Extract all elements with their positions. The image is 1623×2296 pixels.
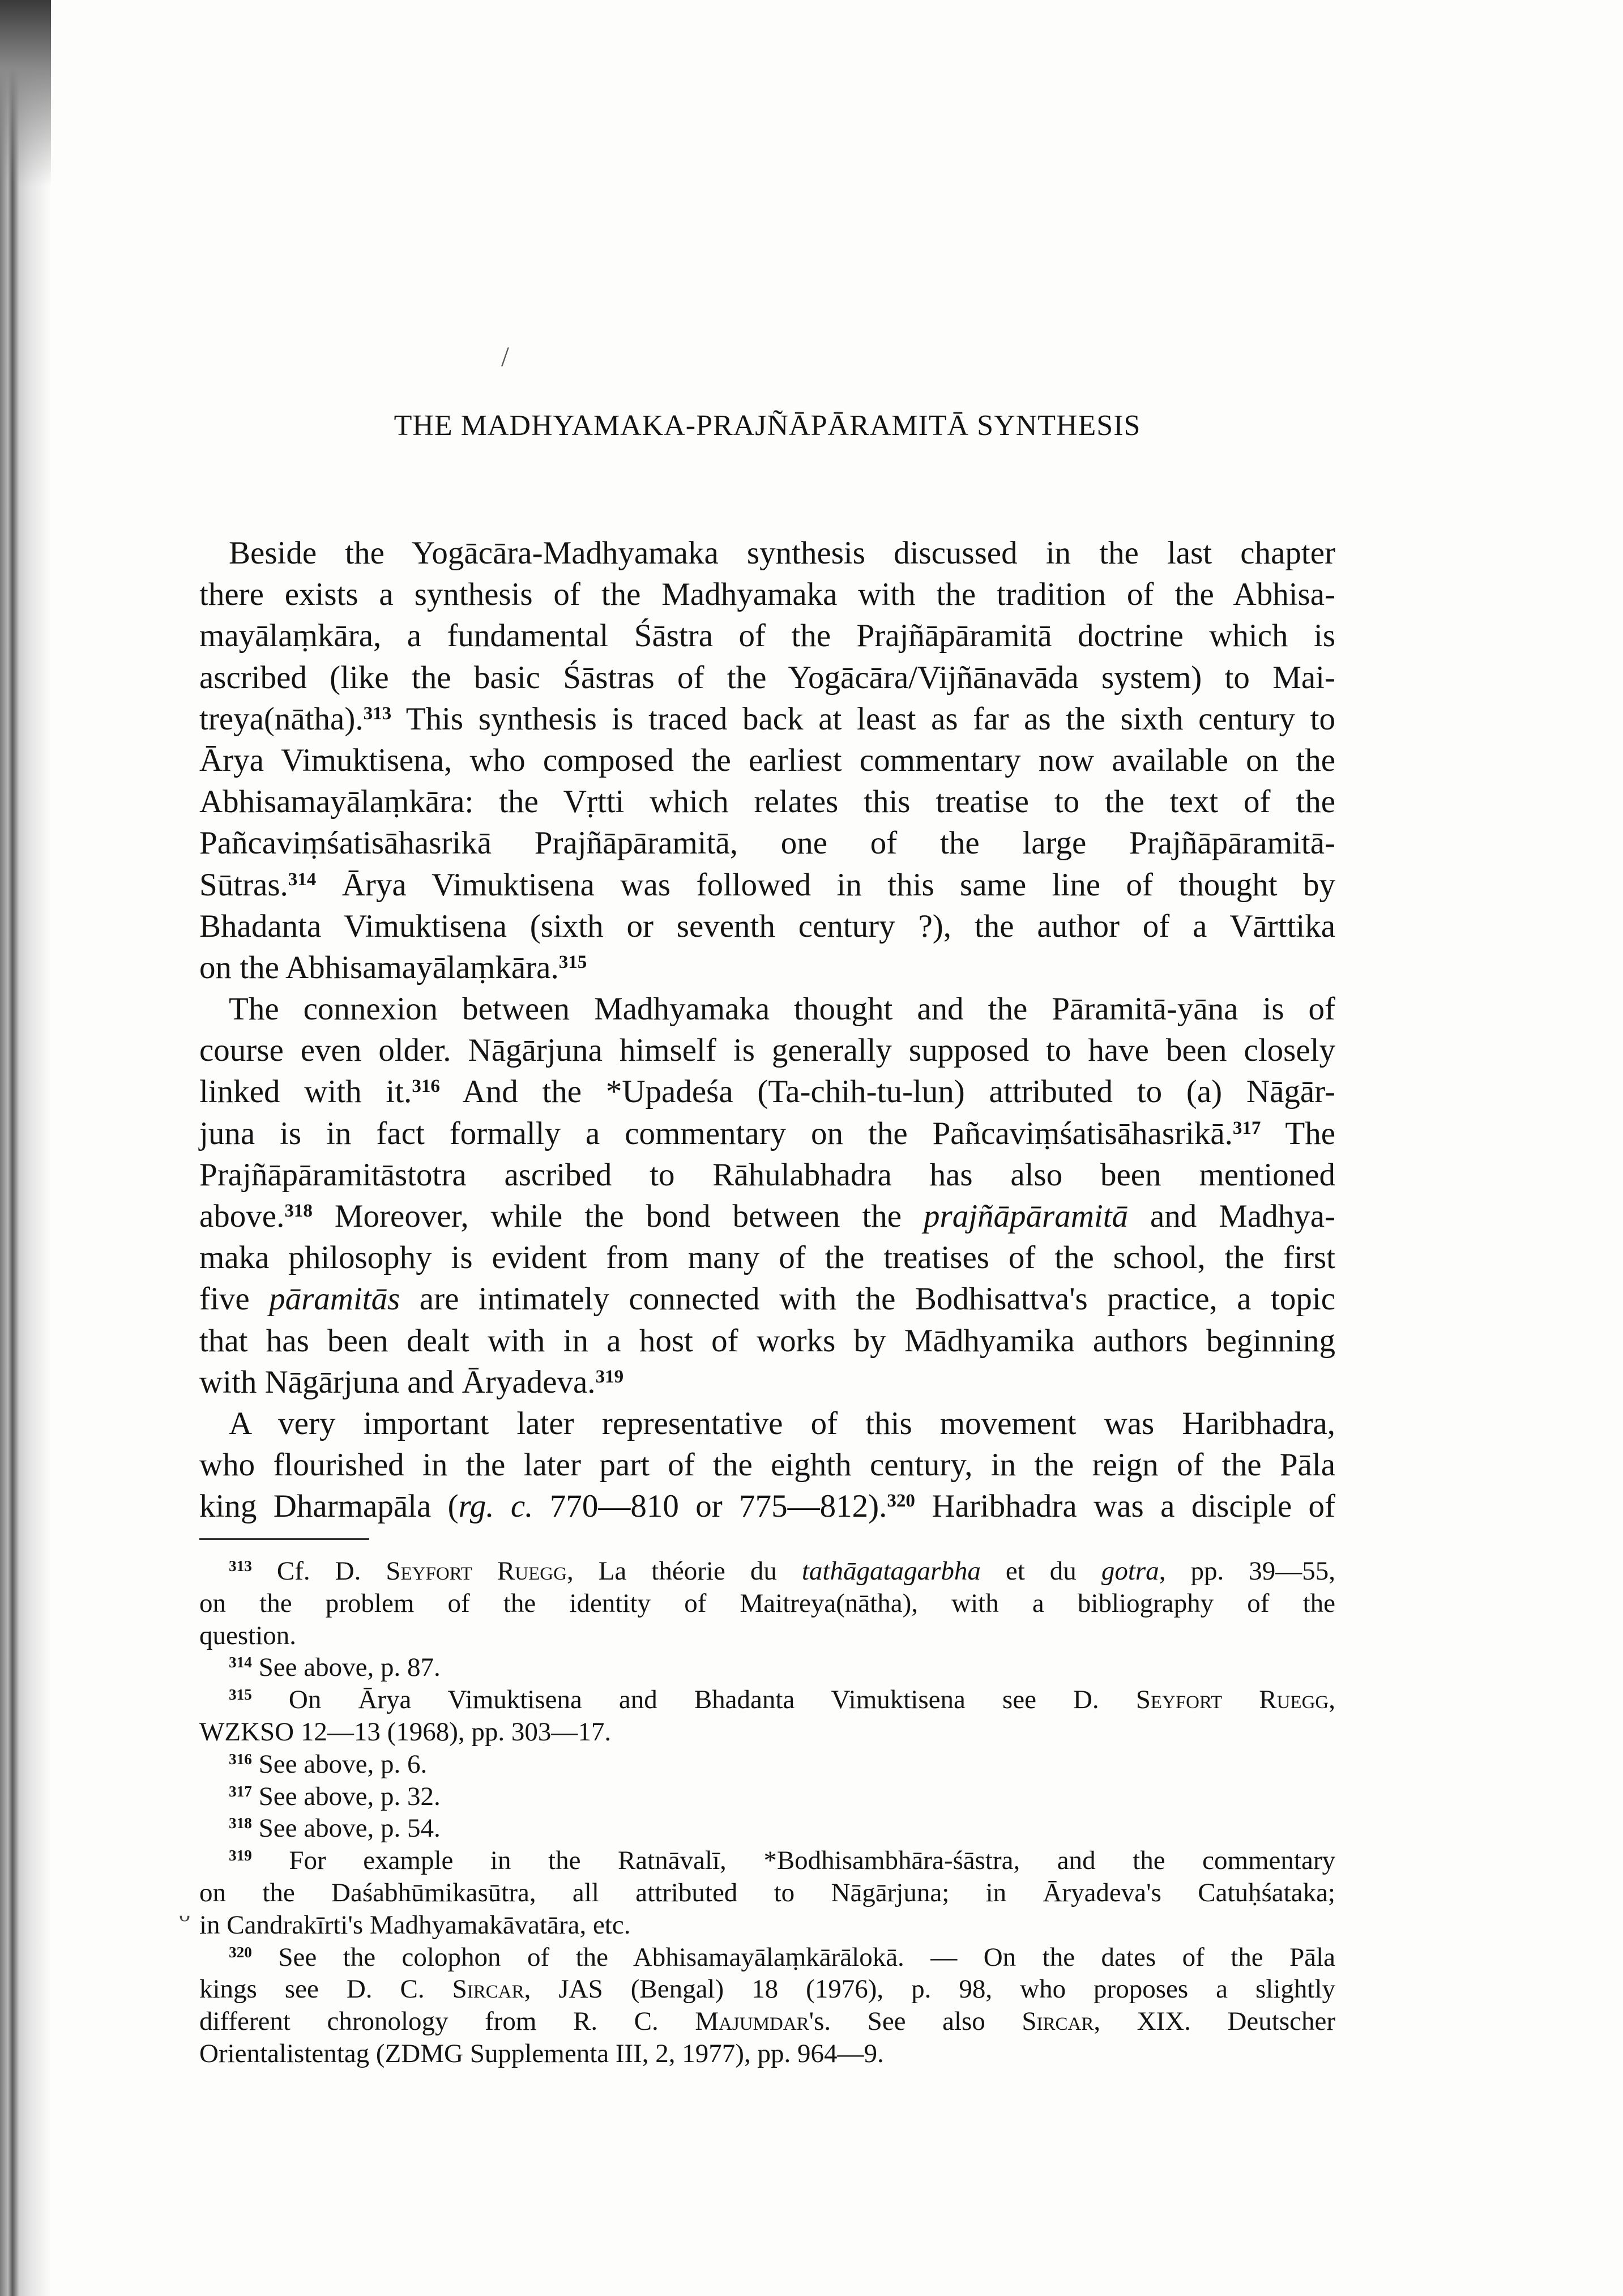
text-run: on the Daśabhūmikasūtra, all attributed to Nāgārjuna; in Āryadeva's Catuḥśataka; (199, 1877, 1335, 1907)
text-line (199, 1812, 1335, 1845)
italic-term: gotra (1101, 1556, 1159, 1586)
text-line (199, 1620, 1335, 1652)
author-name: Seyfort Ruegg (1135, 1685, 1329, 1715)
text-run: The (1261, 1115, 1335, 1151)
italic-term: tathāgatagarbha (801, 1556, 981, 1586)
footnote-ref: 320 (229, 1943, 252, 1961)
text-run: above. (199, 1198, 285, 1234)
text-run: See above, p. 6. (251, 1749, 428, 1779)
pencil-mark: / (501, 340, 509, 372)
text-run: WZKSO 12—13 (1968), pp. 303—17. (199, 1717, 612, 1747)
text-line (199, 1196, 1335, 1237)
text-run: Beside the Yogācāra-Madhyamaka synthesis discussed in the last chapter (229, 535, 1335, 571)
text-run: A very important later representative of this movement was Haribhadra, (229, 1405, 1335, 1441)
text-line (199, 1587, 1335, 1620)
text-line (199, 864, 1335, 906)
text-run: there exists a synthesis of the Madhyamaka with the tradition of the Abhisa- (199, 577, 1335, 613)
text-run: 770—810 or 775—812). (533, 1488, 887, 1525)
text-line (199, 1973, 1335, 2005)
footnotes (199, 1555, 1335, 2070)
paragraph (199, 1403, 1335, 1527)
text-run: on the problem of the identity of Maitreya(nātha), with a bibliography of the (199, 1588, 1335, 1618)
footnote-ref[interactable]: 315 (558, 951, 587, 972)
footnote-ref[interactable]: 317 (1232, 1117, 1261, 1138)
text-line (199, 1444, 1335, 1486)
text-run: Ārya Vimuktisena, who composed the earliest commentary now available on the (199, 742, 1335, 778)
footnote-ref: 314 (229, 1654, 252, 1671)
text-run: 's. See also (809, 2007, 1022, 2037)
footnote-ref: 318 (229, 1815, 252, 1832)
text-line (199, 1845, 1335, 1877)
text-run: Moreover, while the bond between the (312, 1198, 924, 1234)
text-line (199, 740, 1335, 781)
footnote-ref[interactable]: 319 (595, 1366, 624, 1387)
text-line (199, 1486, 1335, 1527)
text-line (199, 532, 1335, 574)
footnote-ref: 313 (229, 1557, 252, 1575)
footnote-divider (199, 1538, 369, 1540)
text-line (199, 1071, 1335, 1112)
text-run: For example in the Ratnāvalī, *Bodhisambhāra-śāstra, and the commentary (251, 1846, 1335, 1876)
text-run: that has been dealt with in a host of works by Mādhyamika authors beginning (199, 1322, 1335, 1359)
text-run: who flourished in the later part of the eighth century, in the reign of the Pāla (199, 1447, 1335, 1483)
text-run: king Dharmapāla ( (199, 1488, 459, 1525)
footnote-ref[interactable]: 320 (887, 1491, 915, 1512)
text-run: linked with it. (199, 1074, 412, 1110)
footnote (199, 1748, 1335, 1781)
footnote (199, 1845, 1335, 1941)
footnote-ref: 317 (229, 1782, 252, 1800)
text-line (199, 1877, 1335, 1909)
text-line (199, 1651, 1335, 1684)
text-run: Pañcaviṃśatisāhasrikā Prajñāpāramitā, one of the large Prajñāpāramitā- (199, 825, 1335, 861)
text-run: , (1329, 1685, 1335, 1715)
footnote (199, 1812, 1335, 1845)
text-run: Abhisamayālaṃkāra: the Vṛtti which relates this treatise to the text of the (199, 784, 1335, 820)
text-line (199, 1941, 1335, 1974)
text-line (199, 1278, 1335, 1320)
text-run: See above, p. 87. (251, 1653, 441, 1683)
text-run: See the colophon of the Abhisamayālaṃkārālokā. — On the dates of the Pāla (251, 1942, 1335, 1972)
footnote-ref: 315 (229, 1686, 252, 1704)
text-line (199, 1237, 1335, 1278)
text-run: kings see D. C. (199, 1974, 452, 2004)
text-run: , XIX. Deutscher (1094, 2007, 1335, 2037)
text-line (199, 1716, 1335, 1748)
text-run: See above, p. 54. (251, 1813, 441, 1843)
chapter-title: THE MADHYAMAKA-PRAJÑĀPĀRAMITĀ SYNTHESIS (394, 409, 1141, 442)
text-line (199, 615, 1335, 656)
footnote-ref: 316 (229, 1750, 252, 1768)
text-run: mayālaṃkāra, a fundamental Śāstra of the Prajñāpāramitā doctrine which is (199, 618, 1335, 654)
text-run: Haribhadra was a disciple of (915, 1488, 1336, 1525)
text-run: , JAS (Bengal) 18 (1976), p. 98, who proposes a slightly (524, 1974, 1335, 2004)
italic-term: pāramitās (269, 1281, 400, 1317)
text-run: with Nāgārjuna and Āryadeva. (199, 1364, 596, 1400)
author-name: Seyfort Ruegg (386, 1556, 567, 1586)
text-run: question. (199, 1620, 297, 1650)
footnote (199, 1781, 1335, 1813)
paragraph (199, 532, 1335, 988)
text-run: See above, p. 32. (251, 1781, 441, 1811)
footnote (199, 1555, 1335, 1651)
italic-term: prajñāpāramitā (924, 1198, 1129, 1234)
text-run: , pp. 39—55, (1159, 1556, 1335, 1586)
text-line (199, 822, 1335, 864)
text-line (199, 1113, 1335, 1154)
text-line (199, 1555, 1335, 1587)
text-line (199, 698, 1335, 740)
text-line (199, 1320, 1335, 1362)
text-run: in Candrakīrti's Madhyamakāvatāra, etc. (199, 1910, 631, 1940)
text-run: Ārya Vimuktisena was followed in this same line of thought by (316, 867, 1335, 903)
footnote-ref[interactable]: 313 (363, 703, 392, 724)
text-run: maka philosophy is evident from many of the treatises of the school, the first (199, 1240, 1335, 1276)
text-line (199, 2038, 1335, 2070)
text-run: Bhadanta Vimuktisena (sixth or seventh century ?), the author of a Vārttika (199, 908, 1335, 944)
text-run: and Madhya- (1128, 1198, 1335, 1234)
text-run: are intimately connected with the Bodhisattva's practice, a topic (400, 1281, 1335, 1317)
text-run: course even older. Nāgārjuna himself is generally supposed to have been closely (199, 1032, 1335, 1069)
text-run: different chronology from R. C. (199, 2007, 695, 2037)
italic-term: rg. c. (458, 1488, 533, 1525)
footnote (199, 1651, 1335, 1684)
text-run: This synthesis is traced back at least as far as the sixth century to (391, 701, 1335, 737)
footnote-ref[interactable]: 316 (412, 1076, 440, 1097)
text-line (199, 781, 1335, 822)
text-line (199, 1684, 1335, 1716)
body-text (199, 532, 1335, 1527)
author-name: Sircar (1022, 2007, 1094, 2037)
text-line (199, 988, 1335, 1030)
text-line (199, 1909, 1335, 1941)
text-run: The connexion between Madhyamaka thought and the Pāramitā-yāna is of (229, 991, 1335, 1027)
author-name: Sircar (452, 1974, 524, 2004)
text-line (199, 1362, 1335, 1403)
text-run: treya(nātha). (199, 701, 364, 737)
book-binding-shadow (0, 0, 51, 2296)
text-line (199, 947, 1335, 988)
text-run: And the *Upadeśa (Ta-chih-tu-lun) attributed to (a) Nāgār- (439, 1074, 1336, 1110)
author-name: Majumdar (695, 2007, 809, 2037)
text-run: et du (980, 1556, 1101, 1586)
text-run: Prajñāpāramitāstotra ascribed to Rāhulabhadra has also been mentioned (199, 1156, 1335, 1193)
text-run: , La théorie du (566, 1556, 802, 1586)
text-line (199, 1030, 1335, 1071)
text-run: Cf. D. (251, 1556, 386, 1586)
text-line (199, 1781, 1335, 1813)
text-run: juna is in fact formally a commentary on the Pañcaviṃśatisāhasrikā. (199, 1115, 1233, 1151)
text-run: ascribed (like the basic Śāstras of the Yogācāra/Vijñānavāda system) to Mai- (199, 659, 1335, 695)
text-line (199, 574, 1335, 615)
footnote (199, 1684, 1335, 1748)
footnote-ref[interactable]: 318 (284, 1200, 313, 1221)
text-run: on the Abhisamayālaṃkāra. (199, 949, 559, 985)
text-run: five (199, 1281, 270, 1317)
footnote (199, 1941, 1335, 2070)
text-line (199, 906, 1335, 947)
text-line (199, 1403, 1335, 1444)
text-line (199, 2005, 1335, 2038)
footnote-ref[interactable]: 314 (288, 869, 317, 890)
text-line (199, 657, 1335, 698)
text-run: Sūtras. (199, 867, 288, 903)
text-line (199, 1748, 1335, 1781)
stray-mark: ᴗ (179, 1901, 190, 1926)
book-binding-shadow-top (0, 0, 51, 187)
text-run: On Ārya Vimuktisena and Bhadanta Vimuktisena see D. (251, 1685, 1136, 1715)
text-line (199, 1154, 1335, 1196)
footnote-ref: 319 (229, 1847, 252, 1864)
text-run: Orientalistentag (ZDMG Supplementa III, 2, 1977), pp. 964—9. (199, 2038, 884, 2068)
paragraph (199, 988, 1335, 1403)
